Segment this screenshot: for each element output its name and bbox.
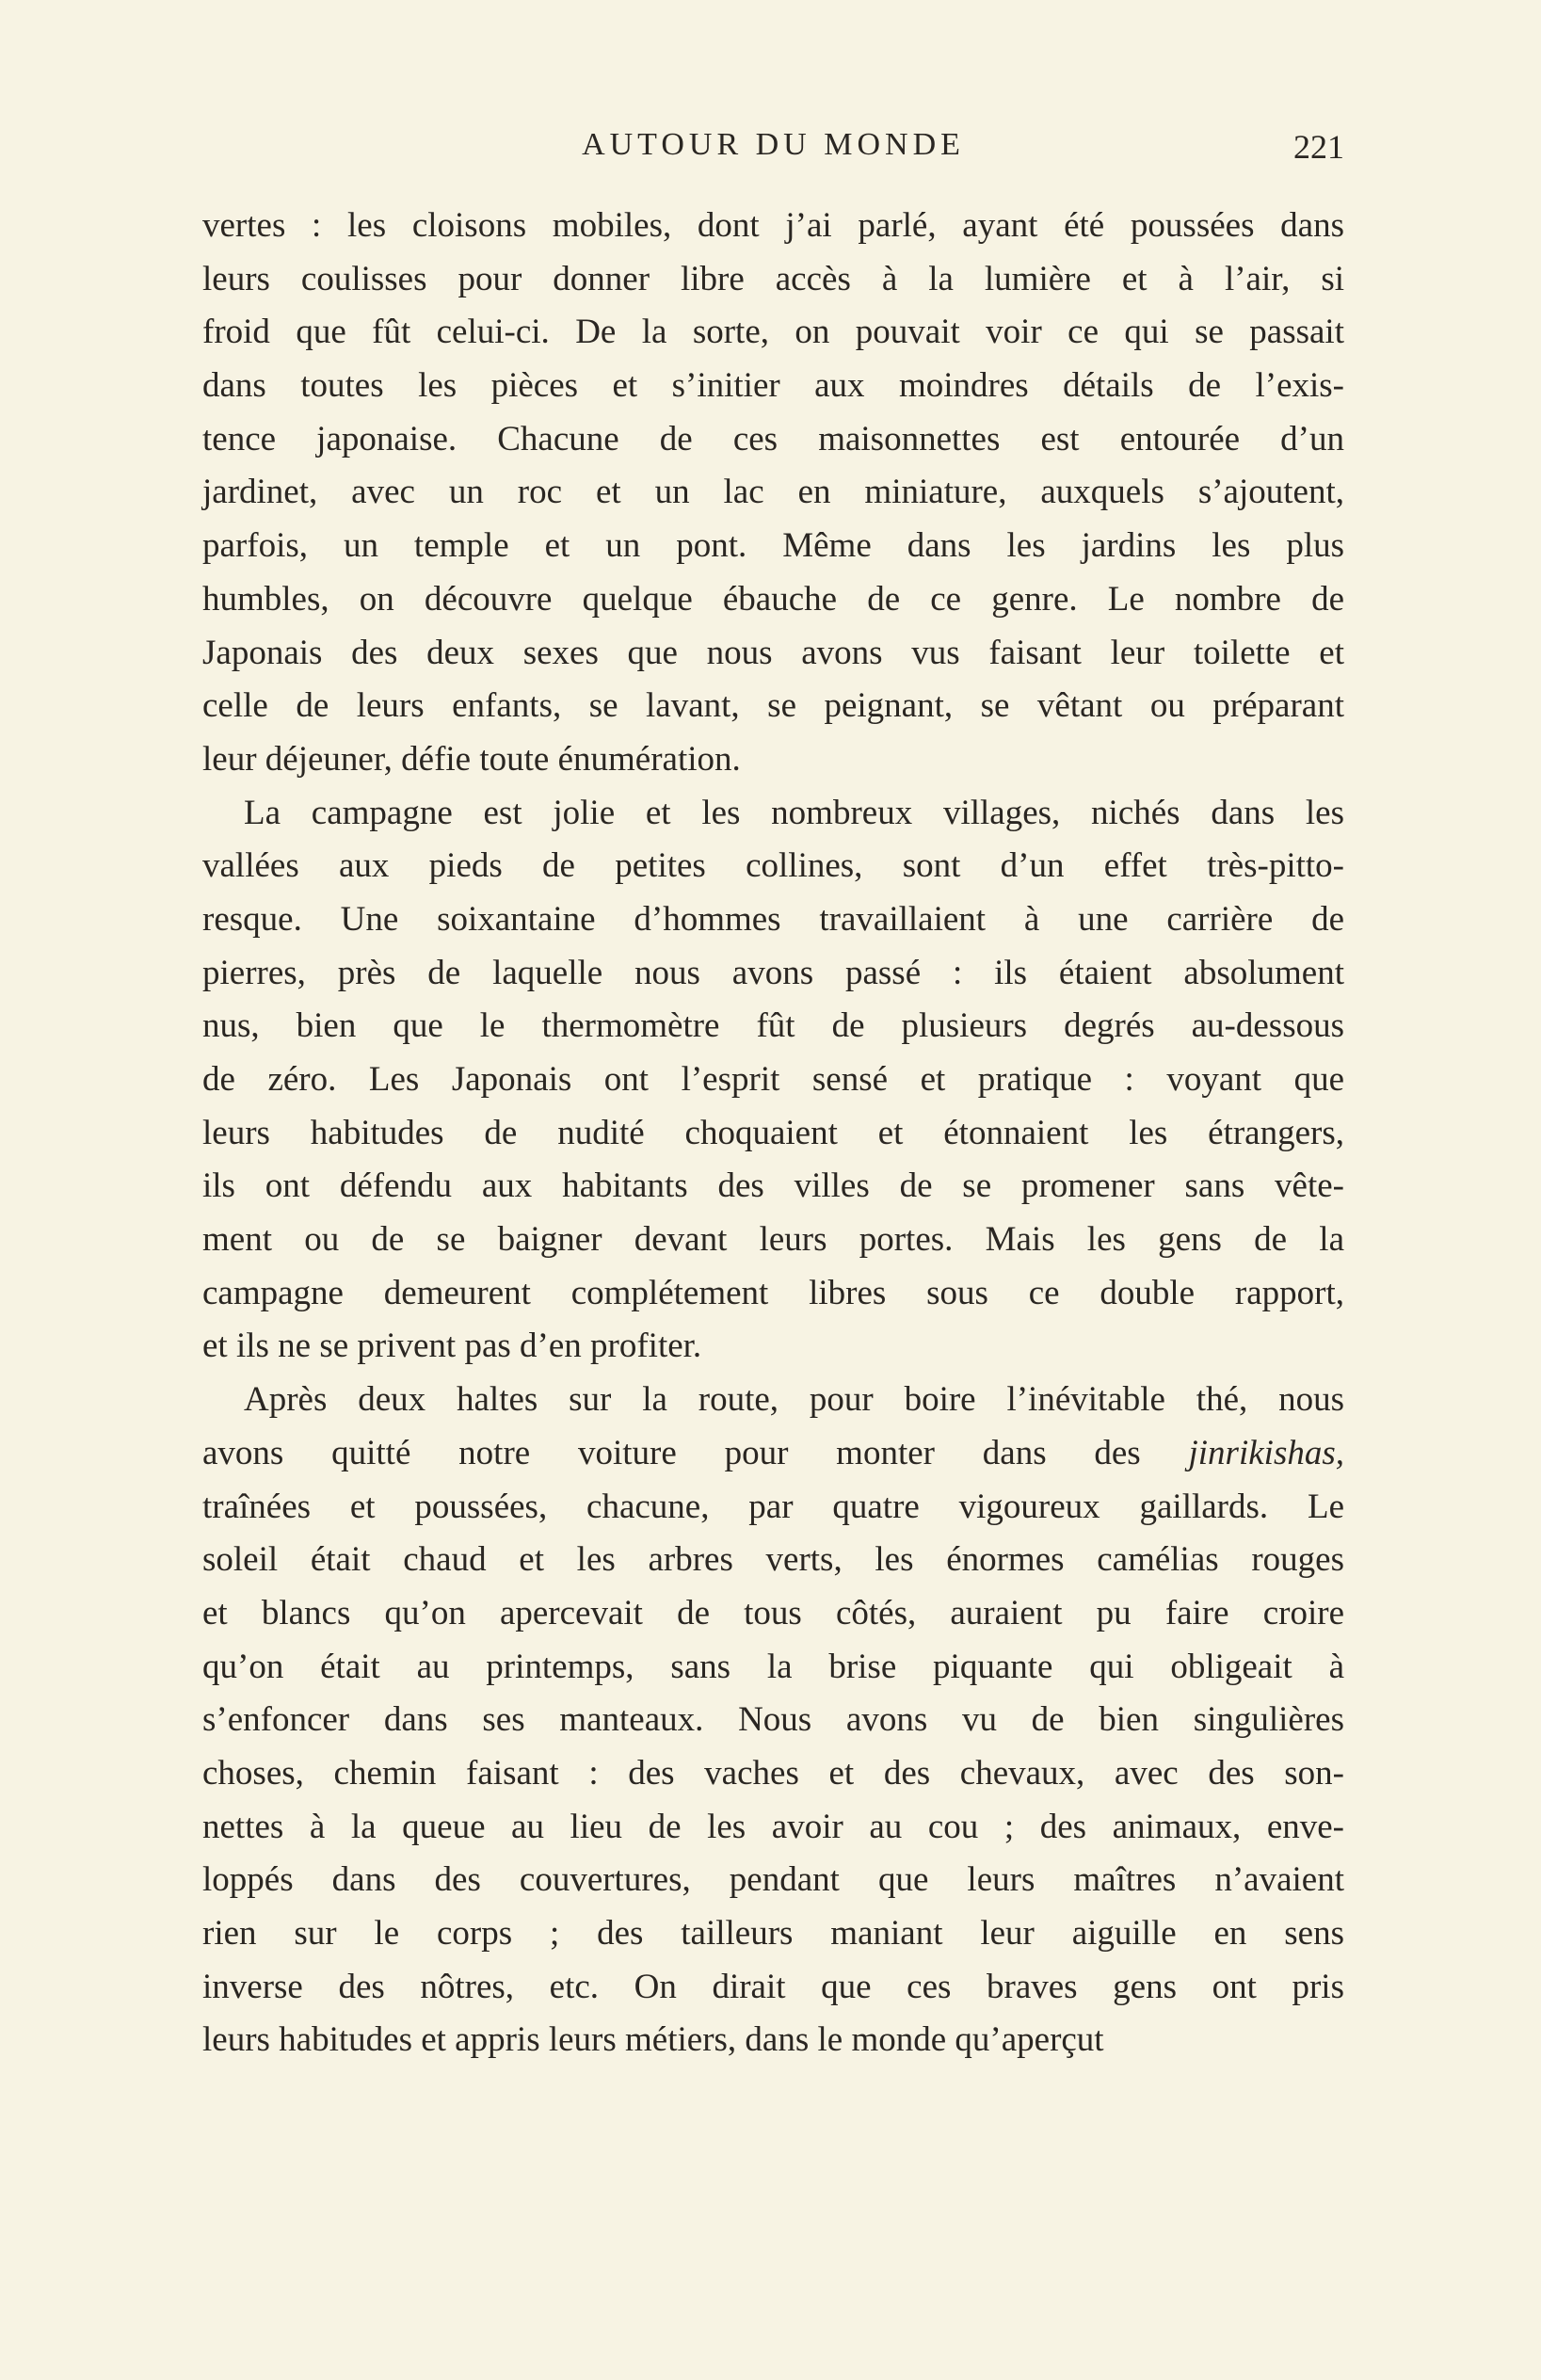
text-line xyxy=(202,1214,1344,1267)
text-line xyxy=(202,1320,1344,1374)
text-line xyxy=(202,947,1344,1001)
line-text: qu’on était au printemps, sans la brise piquante qui obligeait à xyxy=(202,1647,1344,1686)
line-text: leurs coulisses pour donner libre accès à la lumière et à l’air, si xyxy=(202,259,1344,298)
line-text: dans toutes les pièces et s’initier aux moindres détails de l’exis- xyxy=(202,366,1344,406)
line-text: froid que fût celui-ci. De la sorte, on pouvait voir ce qui se passait xyxy=(202,313,1344,352)
line-text: pierres, près de laquelle nous avons passé : ils étaient absolument xyxy=(202,953,1344,992)
text-line xyxy=(202,1427,1344,1481)
line-text: soleil était chaud et les arbres verts, les énormes camélias rouges xyxy=(202,1540,1344,1580)
text-line xyxy=(202,1747,1344,1801)
line-text: vallées aux pieds de petites collines, sont d’un effet très-pitto- xyxy=(202,846,1344,886)
line-text: tence japonaise. Chacune de ces maisonnettes est entourée d’un xyxy=(202,419,1344,458)
paragraph xyxy=(202,1374,1344,2067)
text-line xyxy=(202,893,1344,947)
text-line xyxy=(202,1481,1344,1535)
line-text: parfois, un temple et un pont. Même dans les jardins les plus xyxy=(202,526,1344,566)
line-text: Après deux haltes sur la route, pour boire l’inévitable thé, nous xyxy=(244,1380,1344,1420)
text-line xyxy=(202,1374,1344,1427)
text-line xyxy=(202,2014,1344,2067)
text-line xyxy=(202,1267,1344,1321)
italic-term: jinrikishas, xyxy=(1188,1433,1344,1472)
line-text: celle de leurs enfants, se lavant, se peignant, se vêtant ou préparant xyxy=(202,686,1344,726)
line-text: rien sur le corps ; des tailleurs maniant leur aiguille en sens xyxy=(202,1914,1344,1953)
text-line xyxy=(202,733,1344,787)
text-line xyxy=(202,360,1344,413)
text-line xyxy=(202,787,1344,841)
line-text: jardinet, avec un roc et un lac en miniature, auxquels s’ajoutent, xyxy=(202,473,1344,512)
text-line xyxy=(202,1854,1344,1907)
text-line xyxy=(202,573,1344,627)
line-text: loppés dans des couvertures, pendant que leurs maîtres n’avaient xyxy=(202,1860,1344,1900)
text-line xyxy=(202,200,1344,253)
text-line xyxy=(202,1160,1344,1214)
text-line xyxy=(202,1694,1344,1747)
line-text: et ils ne se privent pas d’en profiter. xyxy=(202,1327,702,1366)
line-text: nettes à la queue au lieu de les avoir au cou ; des animaux, enve- xyxy=(202,1807,1344,1846)
text-line xyxy=(202,1961,1344,2015)
line-text: inverse des nôtres, etc. On dirait que ces braves gens ont pris xyxy=(202,1967,1344,2006)
line-text: choses, chemin faisant : des vaches et des chevaux, avec des son- xyxy=(202,1753,1344,1793)
line-text: s’enfoncer dans ses manteaux. Nous avons vu de bien singulières xyxy=(202,1700,1344,1740)
line-text: resque. Une soixantaine d’hommes travaillaient à une carrière de xyxy=(202,899,1344,939)
text-line xyxy=(202,1587,1344,1641)
line-text: nus, bien que le thermomètre fût de plusieurs degrés au-dessous xyxy=(202,1006,1344,1046)
text-line xyxy=(202,680,1344,733)
line-text: campagne demeurent complétement libres sous ce double rapport, xyxy=(202,1273,1344,1312)
text-line xyxy=(202,413,1344,467)
text-line xyxy=(202,1053,1344,1107)
text-line xyxy=(202,627,1344,681)
running-header xyxy=(202,127,1344,174)
line-text: Japonais des deux sexes que nous avons vus faisant leur toilette et xyxy=(202,633,1344,672)
text-line xyxy=(202,520,1344,573)
line-text: leur déjeuner, défie toute énumération. xyxy=(202,739,741,779)
line-text: humbles, on découvre quelque ébauche de ce genre. Le nombre de xyxy=(202,579,1344,619)
paragraph xyxy=(202,787,1344,1375)
line-text: de zéro. Les Japonais ont l’esprit sensé et pratique : voyant que xyxy=(202,1060,1344,1099)
running-title: AUTOUR DU MONDE xyxy=(582,127,965,162)
line-text: ils ont défendu aux habitants des villes de se promener sans vête- xyxy=(202,1166,1344,1206)
line-text: leurs habitudes et appris leurs métiers, dans le monde qu’aperçut xyxy=(202,2020,1104,2060)
text-line xyxy=(202,1107,1344,1161)
line-text: ment ou de se baigner devant leurs portes. Mais les gens de la xyxy=(202,1220,1344,1260)
text-line xyxy=(202,1534,1344,1587)
text-line xyxy=(202,466,1344,520)
text-line xyxy=(202,1801,1344,1855)
line-text: et blancs qu’on apercevait de tous côtés, auraient pu faire croire xyxy=(202,1593,1344,1632)
line-text: vertes : les cloisons mobiles, dont j’ai parlé, ayant été poussées dans xyxy=(202,206,1344,245)
line-text: leurs habitudes de nudité choquaient et étonnaient les étrangers, xyxy=(202,1113,1344,1152)
line-text: avons quitté notre voiture pour monter dans des xyxy=(202,1433,1141,1472)
page-number: 221 xyxy=(1293,128,1344,166)
text-line xyxy=(202,1641,1344,1695)
page-body xyxy=(202,200,1344,2067)
text-line xyxy=(202,253,1344,307)
text-line xyxy=(202,840,1344,893)
paragraph xyxy=(202,200,1344,787)
text-line xyxy=(202,1907,1344,1961)
text-line xyxy=(202,306,1344,360)
line-text: traînées et poussées, chacune, par quatre vigoureux gaillards. Le xyxy=(202,1487,1344,1526)
text-line xyxy=(202,1000,1344,1053)
line-text: La campagne est jolie et les nombreux villages, nichés dans les xyxy=(244,793,1344,832)
